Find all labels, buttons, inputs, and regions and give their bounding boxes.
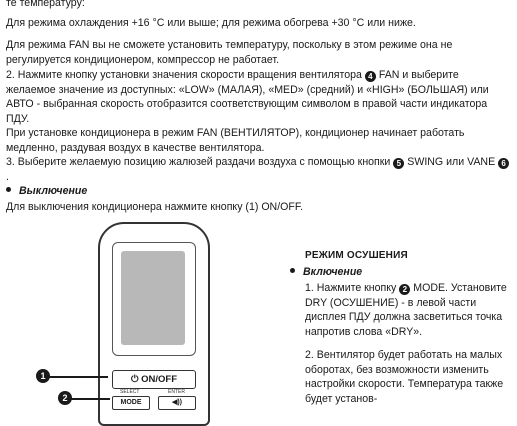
bullet-switch-on-label: Включение [303, 266, 363, 278]
callout-line-1 [48, 376, 108, 378]
fan-speed-icon: ◀)) [171, 399, 183, 406]
paragraph-temp-limits: Для режима охлаждения +16 °C или выше; для режима обогрева +30 °C или ниже. [6, 17, 416, 29]
remote-display [121, 251, 185, 345]
remote-display-frame [112, 242, 196, 356]
bullet-switch-off [6, 185, 87, 197]
paragraph-fan-info: При установке кондиционера в режим FAN (ВЕНТИЛЯТОР), кондиционер начинает работать медленно, раздувая воздух в качестве вентилятора. [6, 127, 465, 154]
onoff-button-label: ON/OFF [141, 374, 178, 385]
bullet-icon [290, 268, 295, 273]
number-4-icon: 4 [365, 71, 376, 82]
dry-mode-title-text: РЕЖИМ ОСУШЕНИЯ [305, 250, 408, 261]
onoff-button[interactable] [112, 370, 196, 389]
text-line-top: те температуру: [6, 0, 85, 9]
number-2-icon: 2 [399, 284, 410, 295]
fan-speed-text-a: 2. Нажмите кнопку установки значения скорости вращения вентилятора [6, 69, 362, 81]
bullet-switch-off-label: Выключение [19, 185, 88, 197]
mode-button[interactable]: MODE [112, 396, 150, 410]
number-6-icon: 6 [498, 158, 509, 169]
select-label: SELECT [120, 389, 140, 395]
paragraph-swing: 3. Выберите желаемую позицию жалюзей раздачи воздуха с помощью кнопки 5 SWING или VANE 6. [6, 155, 511, 184]
swing-text-b: SWING или VANE [407, 156, 496, 168]
paragraph-fan-speed [6, 68, 511, 126]
bullet-icon [6, 187, 11, 192]
power-icon: ⏻ [130, 374, 139, 385]
dry-step-1 [305, 281, 515, 339]
fan-button[interactable] [158, 396, 196, 410]
dry-step-1-text-b: MODE. Установите DRY (ОСУШЕНИЕ) - в левой части дисплея ПДУ должна засветиться точка напротив слова «DRY». [305, 282, 507, 338]
bullet-switch-on [290, 265, 500, 280]
paragraph-fan-mode: Для режима FAN вы не сможете установить температуру, поскольку в этом режиме она не регулируется кондиционером, компрессор не работает. [6, 39, 453, 66]
enter-label: ENTER [168, 389, 185, 395]
callout-line-2 [70, 398, 110, 400]
swing-text-a: 3. Выберите желаемую позицию жалюзей раздачи воздуха с помощью кнопки [6, 156, 391, 168]
fan-speed-text-b: FAN и выберите желаемое значение из доступных: «LOW» (МАЛАЯ), «MED» (средний) и «HIGH» (БОЛЬШАЯ) или АВТО - выбранная скорость отобразится соответствующим символом в правой части индикатора ПДУ. [6, 69, 489, 125]
dry-step-1-text-a: 1. Нажмите кнопку [305, 282, 397, 294]
number-5-icon: 5 [393, 158, 404, 169]
dry-step-2: 2. Вентилятор будет работать на малых оборотах, без возможности изменить настройки скорости. Температура также будет установ- [305, 349, 504, 405]
callout-2: 2 [58, 391, 72, 405]
paragraph-switch-off: Для выключения кондиционера нажмите кнопку (1) ON/OFF. [6, 201, 304, 213]
remote-control [98, 222, 210, 426]
callout-1: 1 [36, 369, 50, 383]
dry-mode-title [305, 248, 515, 264]
